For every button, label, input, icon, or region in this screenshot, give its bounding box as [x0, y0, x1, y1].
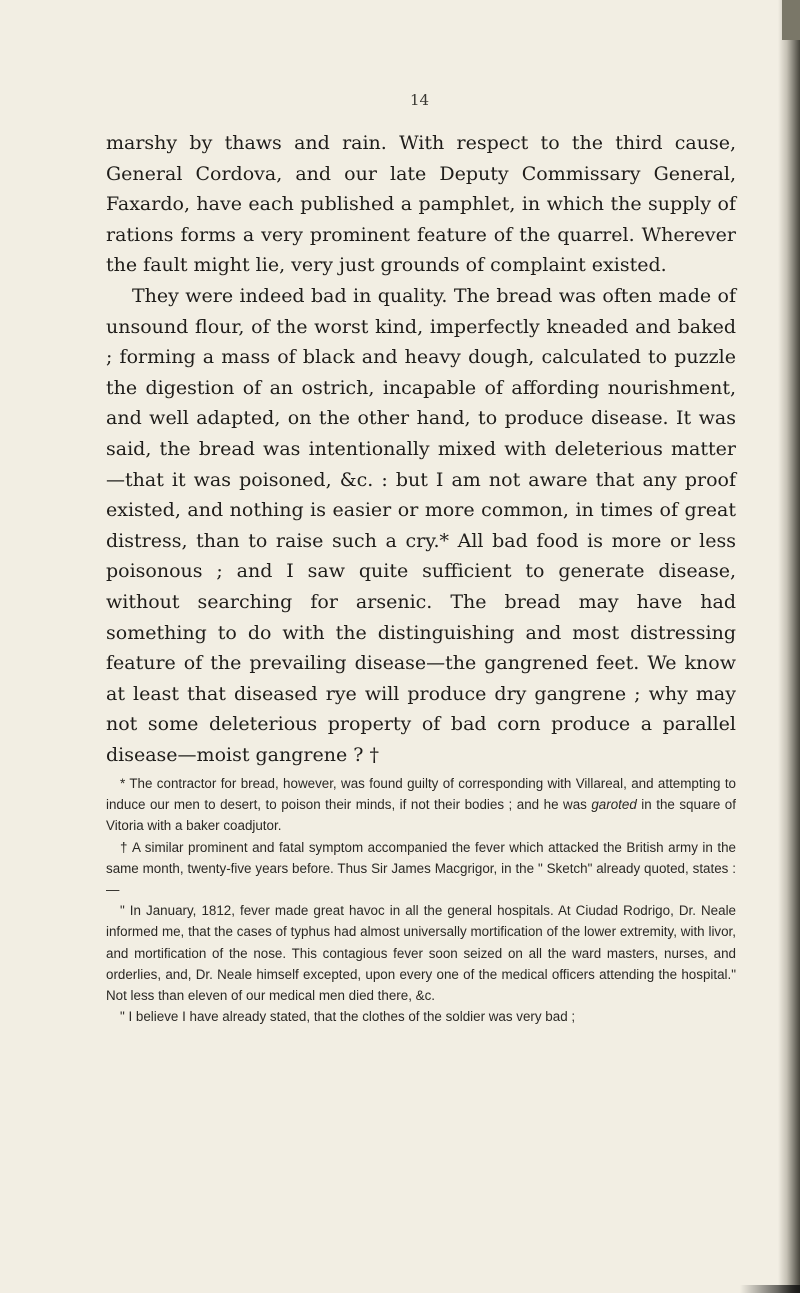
page-number: 14 — [410, 91, 430, 109]
paragraph: marshy by thaws and rain. With respect to the third cause, General Cordova, and our late Deputy Commissary General, Faxardo, have each published a pamphlet, in which the supply of rations forms a very prominent feature of the quarrel. Wherever the fault might lie, very just grounds of complaint existed. — [106, 132, 736, 277]
footnote-fever-symptom: † A similar prominent and fatal symptom accompanied the fever which attacked the British army in the same month, twenty-five years before. Thus Sir James Macgrigor, in the " Sketch" already quoted, states :— — [106, 839, 736, 898]
main-text — [106, 128, 736, 770]
page-edge-shadow — [778, 0, 800, 1293]
footnote-text: in the square of Vitoria with a baker coadjutor. — [106, 797, 736, 834]
paragraph: They were indeed bad in quality. The bread was often made of unsound flour, of the worst kind, imperfectly kneaded and baked ; forming a mass of black and heavy dough, calculated to puzzle the digestion of an ostrich, incapable of affording nourishment, and well adapted, on the other hand, to produce disease. It was said, the bread was intentionally mixed with deleterious matter—that it was poisoned, &c. : but I am not aware that any proof existed, and nothing is easier or more common, in times of great distress, than to raise such a cry.* All bad food is more or less poisonous ; and I saw quite sufficient to generate disease, without searching for arsenic. The bread may have had something to do with the distinguishing and most distressing feature of the prevailing disease—the gangrened feet. We know at least that diseased rye will produce dry gangrene ; why may not some deleterious property of bad corn produce a parallel disease—moist gangrene ? † — [106, 284, 736, 766]
footnote-clothes: " I believe I have already stated, that the clothes of the soldier was very bad ; — [120, 1009, 576, 1025]
footnotes — [106, 773, 736, 1027]
page-edge-bottom — [740, 1285, 800, 1293]
footnote-bread-contractor — [106, 773, 736, 837]
footnote-italic-word: garoted — [591, 797, 637, 813]
page-edge-top — [782, 0, 800, 40]
footnote-quote: " In January, 1812, fever made great havoc in all the general hospitals. At Ciudad Rodrigo, Dr. Neale informed me, that the cases of typhus had almost universally mortification of the lower extremity, with livor, and mortification of the nose. This contagious fever soon seized on all the ward masters, nurses, and orderlies, and, Dr. Neale himself excepted, upon every one of the medical officers attending the hospital." Not less than eleven of our medical men died there, &c. — [106, 903, 736, 1004]
footnote-text: * The contractor for bread, however, was found guilty of corresponding with Villareal, and attempting to induce our men to desert, to poison their minds, if not their bodies ; and he was — [106, 776, 736, 813]
